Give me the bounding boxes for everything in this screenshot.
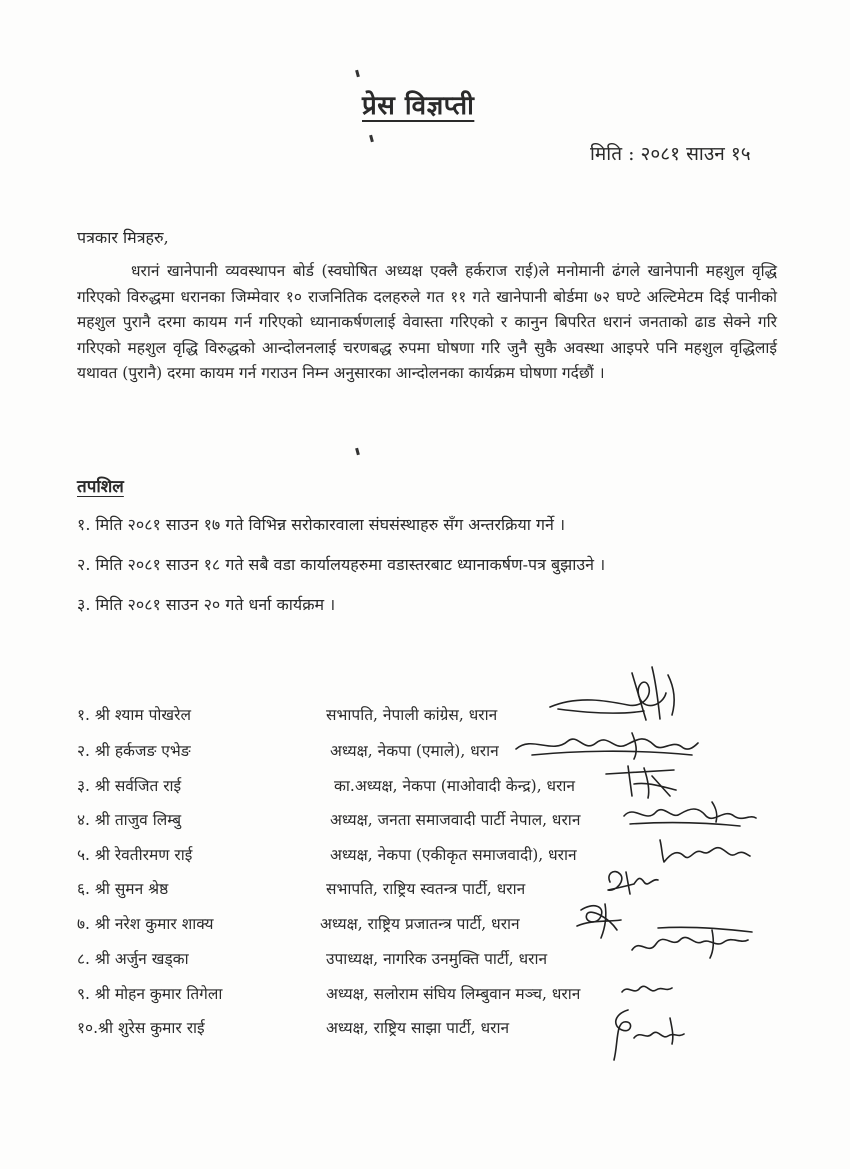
signatory-name: ३. श्री सर्वजित राई <box>77 777 182 795</box>
signature-10 <box>604 1004 694 1064</box>
salutation: पत्रकार मित्रहरु, <box>77 228 169 247</box>
signature-7 <box>575 900 625 940</box>
signatory-position: अध्यक्ष, नेकपा (एकीकृत समाजवादी), धरान <box>330 846 577 864</box>
program-item: २. मिति २०८१ साउन १८ गते सबै वडा कार्यालयहरुमा वडास्तरबाट ध्यानाकर्षण-पत्र बुझाउने । <box>77 555 606 574</box>
signature-5 <box>656 834 756 866</box>
signatory-name: ६. श्री सुमन श्रेष्ठ <box>77 880 169 898</box>
signature-2 <box>512 725 702 765</box>
signatory-name: ९. श्री मोहन कुमार तिगेला <box>77 985 223 1003</box>
program-item: ३. मिति २०८१ साउन २० गते धर्ना कार्यक्रम । <box>77 595 336 614</box>
signatory-position: अध्यक्ष, राष्ट्रिय साझा पार्टी, धरान <box>326 1019 510 1037</box>
page-title: प्रेस विज्ञप्ती <box>362 91 475 121</box>
date-line: मिति : २०८१ साउन १५ <box>590 143 751 165</box>
signatory-position: उपाध्यक्ष, नागरिक उनमुक्ति पार्टी, धरान <box>326 950 548 968</box>
signatory-name: २. श्री हर्कजङ एभेङ <box>77 742 191 760</box>
signatory-name: ५. श्री रेवतीरमण राई <box>77 846 193 864</box>
signatory-name: ८. श्री अर्जुन खड्का <box>77 950 189 968</box>
signature-6 <box>604 866 664 898</box>
program-item: १. मिति २०८१ साउन १७ गते विभिन्न सरोकारवाला संघसंस्थाहरु सँग अन्तरक्रिया गर्ने । <box>77 515 566 534</box>
speck-mark <box>369 135 374 143</box>
signatory-position: अध्यक्ष, सलोराम संघिय लिम्बुवान मञ्च, धरान <box>326 985 581 1003</box>
signature-3 <box>604 762 684 802</box>
signatory-name: १. श्री श्याम पोखरेल <box>77 706 191 724</box>
signatory-position: अध्यक्ष, राष्ट्रिय प्रजातन्त्र पार्टी, धरान <box>320 915 520 933</box>
speck-mark <box>355 70 360 78</box>
signatory-name: ७. श्री नरेश कुमार शाक्य <box>77 915 214 933</box>
signature-1 <box>548 665 698 725</box>
signatory-position: सभापति, राष्ट्रिय स्वतन्त्र पार्टी, धरान <box>326 880 526 898</box>
signatory-name: १०.श्री शुरेस कुमार राई <box>77 1019 205 1037</box>
signatory-position: अध्यक्ष, जनता समाजवादी पार्टी नेपाल, धरान <box>330 811 581 829</box>
signatory-position: सभापति, नेपाली कांग्रेस, धरान <box>326 706 498 724</box>
body-paragraph: धरानं खानेपानी व्यवस्थापन बोर्ड (स्वघोषित अध्यक्ष एक्लै हर्कराज राई)ले मनोमानी ढंगले खानेपानी महशुल वृद्धि गरिएको विरुद्धमा धरानका जिम्मेवार १० राजनितिक दलहरुले गत ११ गते खानेपानी बोर्डमा ७२ घण्टे अल्टिमेटम दिई पानीको महशुल पुरानै दरमा कायम गर्न गरिएको ध्यानाकर्षणलाई वेवास्ता गरिएको र कानुन बिपरित धरानं जनताको ढाड सेक्ने गरि गरिएको महशुल वृद्धि विरुद्धको आन्दोलनलाई चरणबद्ध रुपमा घोषणा गरि जुनै सुकै अवस्था आइपरे पनि महशुल वृद्धिलाई यथावत (पुरानै) दरमा कायम गर्न गराउन निम्न अनुसारका आन्दोलनका कार्यक्रम घोषणा गर्दछौं । <box>77 262 777 382</box>
signature-8 <box>628 920 758 960</box>
signatory-name: ४. श्री ताजुव लिम्बु <box>77 811 182 829</box>
signature-4 <box>620 798 760 832</box>
signatory-position: अध्यक्ष, नेकपा (एमाले), धरान <box>330 742 499 760</box>
details-heading: तपशिल <box>77 477 124 497</box>
signature-9 <box>620 978 680 1000</box>
speck-mark <box>355 448 360 456</box>
signatory-position: का.अध्यक्ष, नेकपा (माओवादी केन्द्र), धरान <box>334 777 576 795</box>
